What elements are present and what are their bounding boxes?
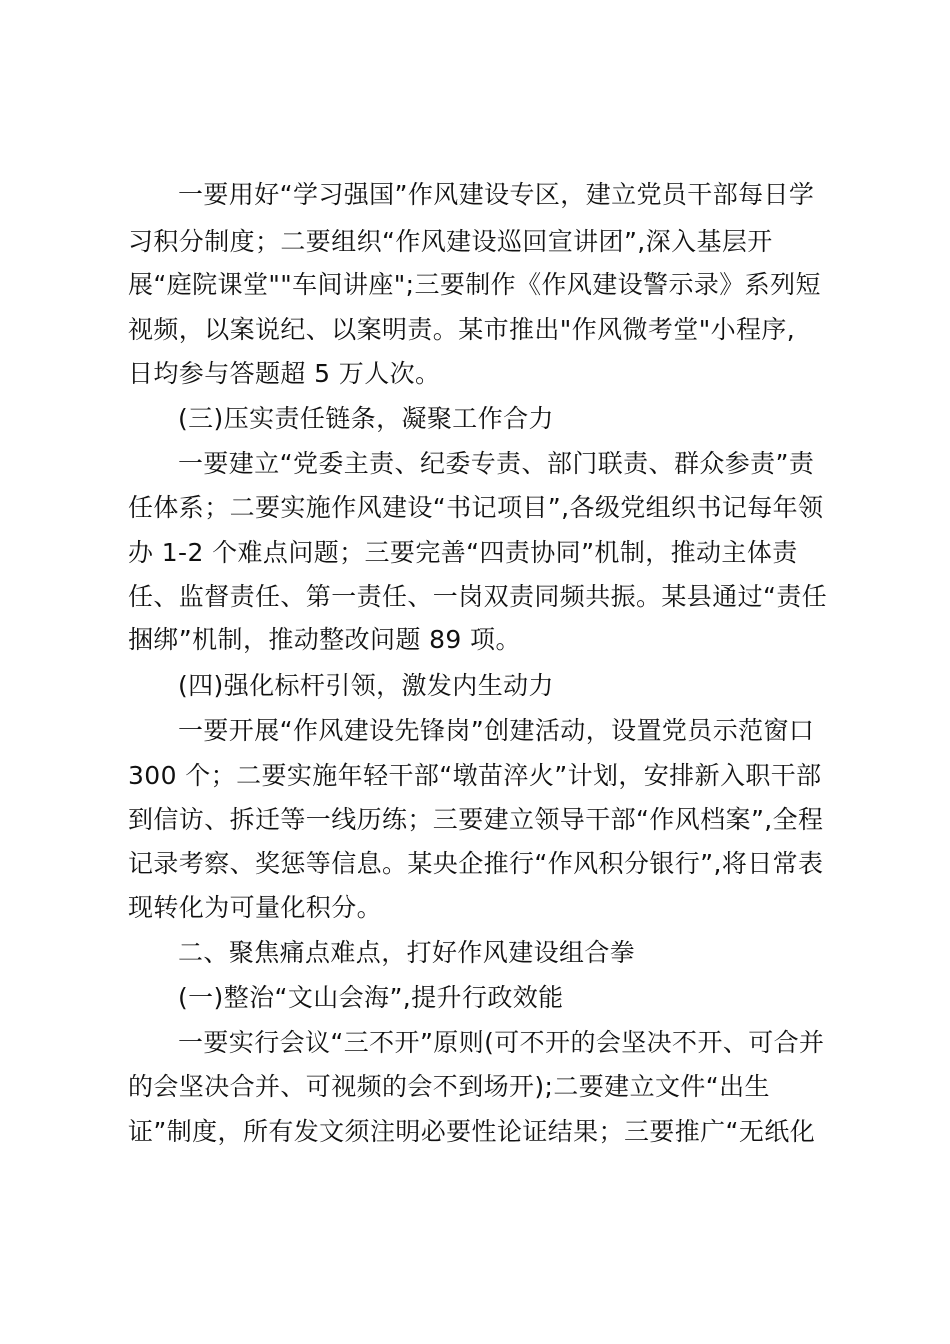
paragraph-line: 证”制度，所有发文须注明必要性论证结果；三要推广“无纸化 [128,1117,816,1146]
paragraph-line: 记录考察、奖惩等信息。某央企推行“作风积分银行”,将日常表 [128,849,824,878]
section-heading: (一)整治“文山会海”,提升行政效能 [178,983,564,1012]
paragraph-line: 一要实行会议“三不开”原则(可不开的会坚决不开、可合并 [178,1028,825,1057]
paragraph-line: 办 1-2 个难点问题；三要完善“四责协同”机制，推动主体责 [128,538,798,567]
paragraph-line: 300 个；二要实施年轻干部“墩苗淬火”计划，安排新入职干部 [128,761,822,790]
paragraph-line: 习积分制度；二要组织“作风建设巡回宣讲团”,深入基层开 [128,227,773,256]
paragraph-line: 捆绑”机制，推动整改问题 89 项。 [128,625,521,654]
paragraph-line: 现转化为可量化积分。 [128,893,383,922]
section-heading: 二、聚焦痛点难点，打好作风建设组合拳 [178,938,636,967]
section-heading: (四)强化标杆引领，激发内生动力 [178,671,554,700]
paragraph-line: 一要建立“党委主责、纪委专责、部门联责、群众参责”责 [178,449,815,478]
paragraph-line: 展“庭院课堂""车间讲座";三要制作《作风建设警示录》系列短 [128,270,821,299]
paragraph-line: 视频，以案说纪、以案明责。某市推出"作风微考堂"小程序, [128,315,796,344]
paragraph-line: 任体系；二要实施作风建设“书记项目”,各级党组织书记每年领 [128,493,824,522]
paragraph-line: 的会坚决合并、可视频的会不到场开);二要建立文件“出生 [128,1072,770,1101]
paragraph-line: 一要开展“作风建设先锋岗”创建活动，设置党员示范窗口 [178,716,815,745]
paragraph-line: 到信访、拆迁等一线历练；三要建立领导干部“作风档案”,全程 [128,805,824,834]
paragraph-line: 任、监督责任、第一责任、一岗双责同频共振。某县通过“责任 [128,582,828,611]
paragraph-line: 一要用好“学习强国”作风建设专区，建立党员干部每日学 [178,180,815,209]
paragraph-line: 日均参与答题超 5 万人次。 [128,359,441,388]
section-heading: (三)压实责任链条，凝聚工作合力 [178,404,554,433]
